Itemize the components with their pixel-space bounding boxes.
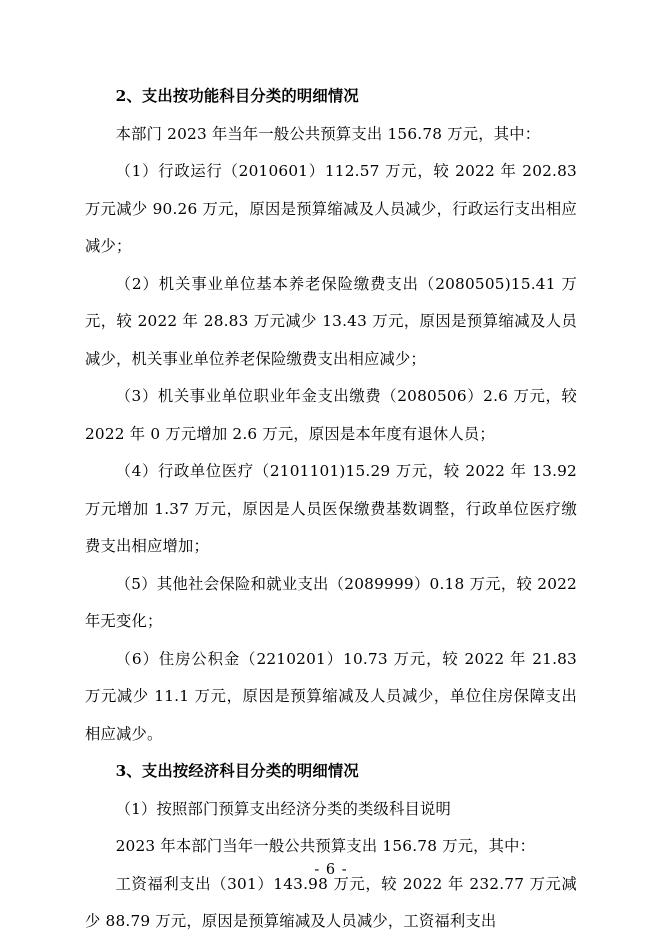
paragraph-item-4: （4）行政单位医疗（2101101)15.29 万元，较 2022 年 13.92 万元增加 1.37 万元，原因是人员医保缴费基数调整，行政单位医疗缴费支出相应增加； xyxy=(85,462,577,555)
page-number-value: - 6 - xyxy=(314,862,348,878)
paragraph-item-2: （2）机关事业单位基本养老保险缴费支出（2080505)15.41 万元，较 2022 年 28.83 万元减少 13.43 万元，原因是预算缩减及人员减少，机关事业单位养老保险缴费支出相应减少； xyxy=(85,274,577,368)
section-heading-3: 3、支出按经济科目分类的明细情况 xyxy=(115,762,359,780)
paragraph-subsection-1: （1）按照部门预算支出经济分类的类级科目说明 xyxy=(115,799,451,818)
paragraph-item-5: （5）其他社会保险和就业支出（2089999）0.18 万元，较 2022 年无变化； xyxy=(85,574,577,630)
document-body xyxy=(85,78,577,941)
paragraph-salary-benefits: 工资福利支出（301）143.98 万元，较 2022 年 232.77 万元减少 88.79 万元，原因是预算缩减及人员减少，工资福利支出 xyxy=(85,874,577,930)
paragraph-total-expenditure: 本部门 2023 年当年一般公共预算支出 156.78 万元，其中： xyxy=(115,124,541,143)
page-number-footer xyxy=(0,862,662,878)
paragraph-item-3: （3）机关事业单位职业年金支出缴费（2080506）2.6 万元，较 2022 年 0 万元增加 2.6 万元，原因是本年度有退休人员； xyxy=(85,387,577,443)
paragraph-item-6: （6）住房公积金（2210201）10.73 万元，较 2022 年 21.83 万元减少 11.1 万元，原因是预算缩减及人员减少，单位住房保障支出相应减少。 xyxy=(85,649,577,743)
paragraph-2023-total: 2023 年本部门当年一般公共预算支出 156.78 万元，其中： xyxy=(115,837,536,855)
paragraph-item-1: （1）行政运行（2010601）112.57 万元，较 2022 年 202.83 万元减少 90.26 万元，原因是预算缩减及人员减少，行政运行支出相应减少； xyxy=(85,162,577,255)
section-heading-2: 2、支出按功能科目分类的明细情况 xyxy=(115,87,359,105)
